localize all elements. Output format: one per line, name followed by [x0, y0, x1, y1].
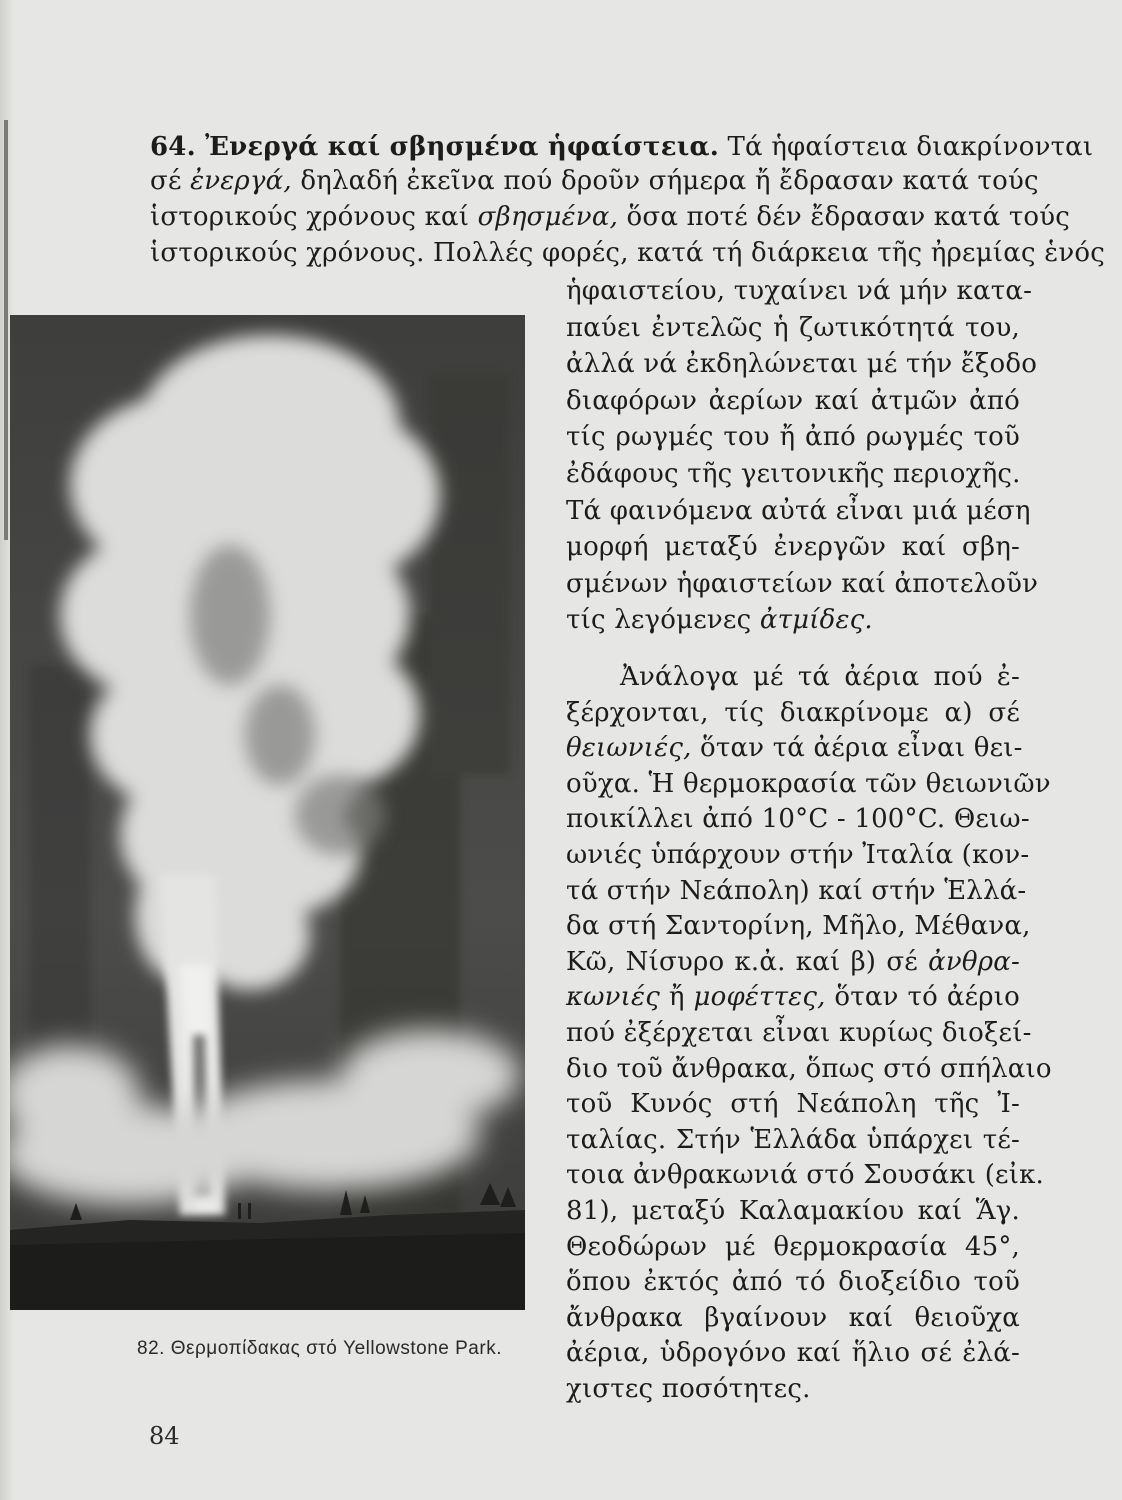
- text-run: ποικίλλει ἀπό 10°C - 100°C. Θειω-: [566, 804, 1030, 835]
- text-run: ἡφαιστείου, τυχαίνει νά μήν κατα-: [566, 276, 1033, 306]
- text-run: Ἀνάλογα μέ τά ἀέρια πού ἐ-: [620, 662, 1020, 692]
- text-run: Θεοδώρων μέ θερμοκρασία 45°,: [566, 1231, 1020, 1262]
- right-column-line: [566, 457, 1020, 491]
- text-run: διο τοῦ ἄνθρακα, ὅπως στό σπήλαιο: [566, 1053, 1052, 1084]
- geyser-illustration: [10, 315, 525, 1310]
- text-run: κωνιές: [566, 982, 660, 1013]
- right-column-line: [566, 567, 1039, 601]
- full-width-line: [150, 164, 1039, 198]
- text-run: παύει ἐντελῶς ἡ ζωτικότητά του,: [566, 312, 1020, 343]
- text-run: ὅταν τό ἀέριο: [825, 982, 1020, 1013]
- right-column-line: [566, 1301, 1020, 1335]
- text-run: ωνιές ὑπάρχουν στήν Ἰταλία (κον-: [566, 840, 1030, 870]
- right-column-line: [566, 1372, 1020, 1406]
- text-run: ἄνθρακα βγαίνουν καί θειοῦχα: [566, 1302, 1020, 1333]
- right-column-line: [566, 1336, 1020, 1370]
- right-column-line: [566, 1016, 1032, 1050]
- right-column-line: [566, 420, 1020, 454]
- right-column-line: [566, 274, 1033, 308]
- text-run: ἐδάφους τῆς γειτονικῆς περιοχῆς.: [566, 459, 1021, 489]
- text-run: ἱστορικούς χρόνους. Πολλές φορές, κατά τή διάρκεια τῆς ἠρεμίας ἑνός: [150, 238, 1105, 268]
- right-column-line: [566, 1052, 1052, 1086]
- binding-line: [4, 120, 8, 540]
- right-column-line: [566, 802, 1030, 836]
- right-column-line: [566, 874, 1027, 908]
- section-heading-line: [150, 130, 1094, 164]
- section-heading-rest: Τά ἡφαίστεια διακρίνονται: [727, 132, 1094, 162]
- text-run: ὅπου ἐκτός ἀπό τό διοξείδιο τοῦ: [566, 1267, 1020, 1298]
- text-run: δα στή Σαντορίνη, Μῆλο, Μέθανα,: [566, 911, 1031, 942]
- page-number: 84: [149, 1422, 180, 1450]
- text-run: τοια ἀνθρακωνιά στό Σουσάκι (εἰκ.: [566, 1160, 1045, 1191]
- geyser-photo: [10, 315, 525, 1310]
- right-column-line: [566, 909, 1031, 943]
- text-run: τίς λεγόμενες: [566, 605, 760, 636]
- text-run: ξέρχονται, τίς διακρίνομε α) σέ: [566, 697, 1020, 728]
- text-run: ἤ: [659, 982, 694, 1013]
- text-run: διαφόρων ἀερίων καί ἀτμῶν ἀπό: [566, 385, 1020, 416]
- text-run: ἐνεργά,: [190, 166, 292, 196]
- right-column-line: [566, 945, 1020, 979]
- text-run: χιστες ποσότητες.: [566, 1374, 811, 1404]
- text-run: μορφή μεταξύ ἐνεργῶν καί σβη-: [566, 532, 1020, 563]
- right-column-line: [566, 494, 1031, 528]
- text-run: ἀλλά νά ἐκδηλώνεται μέ τήν ἔξοδο: [566, 349, 1038, 380]
- text-run: 81), μεταξύ Καλαμακίου καί Ἅγ.: [566, 1196, 1020, 1226]
- text-run: ἀτμίδες.: [759, 605, 873, 636]
- right-column-line: [566, 1230, 1020, 1264]
- right-column-line: [566, 1265, 1020, 1299]
- right-column-line: [566, 838, 1030, 872]
- figure-caption: 82. Θερμοπίδακας στό Yellowstone Park.: [137, 1338, 502, 1359]
- right-column-line: [566, 1123, 1020, 1157]
- right-column-line: [566, 1194, 1020, 1228]
- text-run: πού ἐξέρχεται εἶναι κυρίως διοξεί-: [566, 1018, 1032, 1048]
- right-column-line: [566, 347, 1038, 381]
- right-column-line: [566, 530, 1020, 564]
- text-run: ταλίας. Στήν Ἑλλάδα ὑπάρχει τέ-: [566, 1124, 1020, 1155]
- text-run: τίς ρωγμές του ἤ ἀπό ρωγμές τοῦ: [566, 422, 1020, 453]
- right-column-line: [566, 980, 1020, 1014]
- text-run: θειωνιές,: [566, 733, 692, 764]
- section-heading: 64. Ἐνεργά καί σβησμένα ἡφαίστεια.: [150, 132, 719, 162]
- text-run: σέ: [150, 166, 191, 196]
- right-column-line: [566, 384, 1020, 418]
- right-column-line: [566, 767, 1051, 801]
- text-run: ὅσα ποτέ δέν ἔδρασαν κατά τούς: [618, 202, 1071, 232]
- text-run: δηλαδή ἐκεῖνα πού δροῦν σήμερα ἤ ἔδρασαν κατά τούς: [291, 166, 1039, 196]
- right-column-line: [566, 696, 1020, 730]
- text-run: οῦχα. Ἡ θερμοκρασία τῶν θειωνιῶν: [566, 768, 1051, 799]
- text-run: ἀνθρα-: [928, 946, 1020, 977]
- text-run: σβησμένα,: [477, 202, 619, 232]
- text-run: τά στήν Νεάπολη) καί στήν Ἑλλά-: [566, 875, 1027, 906]
- full-width-line: [150, 236, 1105, 270]
- full-width-line: [150, 200, 1071, 234]
- right-column-line: [566, 311, 1020, 345]
- text-run: σμένων ἡφαιστείων καί ἀποτελοῦν: [566, 568, 1039, 599]
- right-column-line: [620, 660, 1020, 694]
- right-column-line: [566, 1087, 1020, 1121]
- text-run: ἱστορικούς χρόνους καί: [150, 202, 478, 232]
- text-run: ἀέρια, ὑδρογόνο καί ἥλιο σέ ἐλά-: [566, 1338, 1020, 1369]
- right-column-line: [566, 1158, 1045, 1192]
- right-column-line: [566, 731, 1023, 765]
- text-run: τοῦ Κυνός στή Νεάπολη τῆς Ἰ-: [566, 1089, 1020, 1120]
- text-run: Κῶ, Νίσυρο κ.ἀ. καί β) σέ: [566, 946, 929, 977]
- text-run: ὅταν τά ἀέρια εἶναι θει-: [691, 733, 1023, 764]
- text-run: Τά φαινόμενα αὐτά εἶναι μιά μέση: [566, 495, 1031, 526]
- text-run: μοφέττες,: [693, 982, 826, 1013]
- right-column-line: [566, 603, 1020, 637]
